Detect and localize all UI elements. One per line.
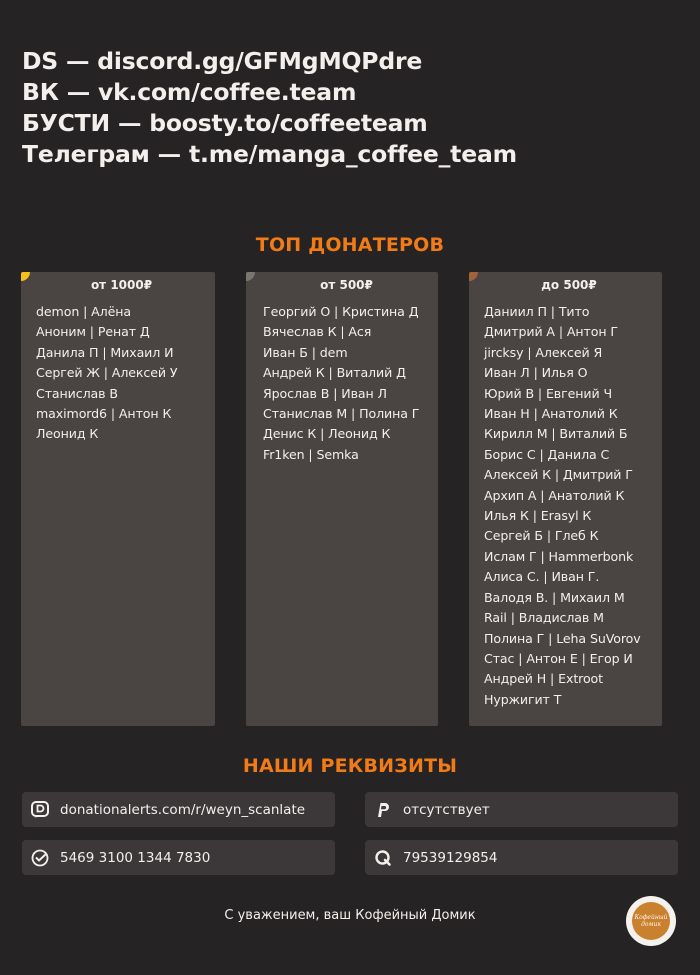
donor-entry: Юрий В | Евгений Ч	[484, 385, 613, 401]
social-links	[22, 46, 517, 170]
donor-list	[263, 302, 430, 465]
donor-entry: Стас | Антон Е | Егор И	[484, 650, 633, 666]
tier-heading: от 500₽	[320, 278, 373, 292]
tier-dot-silver	[246, 272, 255, 281]
sberbank-icon	[30, 848, 50, 868]
donor-entry: Илья К | Erasyl К	[484, 508, 592, 524]
donationalerts-text: donationalerts.com/r/weyn_scanlate	[60, 801, 306, 818]
telegram-link[interactable]: Телеграм — t.me/manga_coffee_team	[22, 140, 517, 168]
donor-entry: Андрей Н | Extroot	[484, 671, 604, 687]
coffee-house-logo	[626, 896, 676, 946]
tier-heading: до 500₽	[541, 278, 597, 292]
donationalerts-icon	[30, 800, 50, 820]
boosty-link[interactable]: БУСТИ — boosty.to/coffeeteam	[22, 109, 428, 137]
paypal-text: отсутствует	[403, 801, 490, 818]
donor-entry: Андрей К | Виталий Д	[263, 365, 406, 381]
donor-entry: maximord6 | Антон К	[36, 406, 172, 422]
paypal-icon	[373, 800, 393, 820]
donor-entry: Борис С | Данила С	[484, 446, 610, 462]
donor-entry: Вячеслав К | Ася	[263, 324, 372, 340]
donor-entry: Аноним | Ренат Д	[36, 324, 150, 340]
donor-entry: Георгий О | Кристина Д	[263, 304, 419, 319]
donor-entry: Данила П | Михаил И	[36, 344, 174, 360]
donor-entry: Нуржигит Т	[484, 691, 562, 707]
donor-entry: Станислав М | Полина Г	[263, 406, 420, 422]
donor-entry: Fr1ken | Semka	[263, 446, 359, 462]
donor-entry: Алиса С. | Иван Г.	[484, 569, 600, 585]
donor-entry: Ярослав В | Иван Л	[263, 385, 387, 401]
tier-card-1000	[21, 272, 215, 726]
donor-entry: jircksy | Алексей Я	[484, 344, 603, 360]
card-number-text: 5469 3100 1344 7830	[60, 849, 211, 866]
donor-entry: Полина Г | Leha SuVorov	[484, 630, 641, 646]
qiwi-row[interactable]	[365, 840, 678, 875]
tier-dot-bronze	[469, 272, 478, 281]
tier-heading: от 1000₽	[90, 278, 153, 292]
donor-entry: Станислав В	[36, 385, 118, 401]
tier-dot-gold	[21, 272, 30, 281]
donor-list	[36, 302, 207, 445]
footer-text: С уважением, ваш Кофейный Домик	[224, 908, 476, 923]
donor-list	[484, 302, 654, 710]
tier-card-under-500	[469, 272, 662, 726]
donor-entry: Иван Н | Анатолий К	[484, 406, 618, 422]
donor-entry: Архип А | Анатолий К	[484, 487, 625, 503]
logo-text: Кофейный домик	[632, 902, 670, 940]
donor-entry: Денис К | Леонид К	[263, 426, 391, 442]
tier-card-500	[246, 272, 438, 726]
discord-link[interactable]: DS — discord.gg/GFMgMQPdre	[22, 47, 423, 75]
donor-entry: Сергей Б | Глеб К	[484, 528, 599, 544]
donor-entry: Леонид К	[36, 426, 99, 442]
donor-entry: Иван Б | dem	[263, 344, 348, 360]
donor-entry: Иван Л | Илья О	[484, 365, 588, 381]
sberbank-row[interactable]	[22, 840, 335, 875]
donor-entry: Ислам Г | Hammerbonk	[484, 548, 634, 564]
top-donators-title: ТОП ДОНАТЕРОВ	[255, 234, 445, 256]
qiwi-number-text: 79539129854	[403, 849, 498, 866]
qiwi-icon	[373, 848, 393, 868]
requisites-title: НАШИ РЕКВИЗИТЫ	[242, 755, 458, 777]
donor-entry: Алексей К | Дмитрий Г	[484, 467, 633, 483]
donor-entry: Дмитрий А | Антон Г	[484, 324, 618, 340]
donor-entry: Даниил П | Тито	[484, 304, 590, 319]
donor-entry: Кирилл М | Виталий Б	[484, 426, 628, 442]
donor-entry: Сергей Ж | Алексей У	[36, 365, 178, 381]
donor-entry: demon | Алёна	[36, 304, 132, 319]
donor-entry: Rail | Владислав М	[484, 610, 604, 626]
donor-entry: Валодя В. | Михаил М	[484, 589, 625, 605]
paypal-row[interactable]	[365, 792, 678, 827]
vk-link[interactable]: ВК — vk.com/coffee.team	[22, 78, 357, 106]
donationalerts-row[interactable]	[22, 792, 335, 827]
